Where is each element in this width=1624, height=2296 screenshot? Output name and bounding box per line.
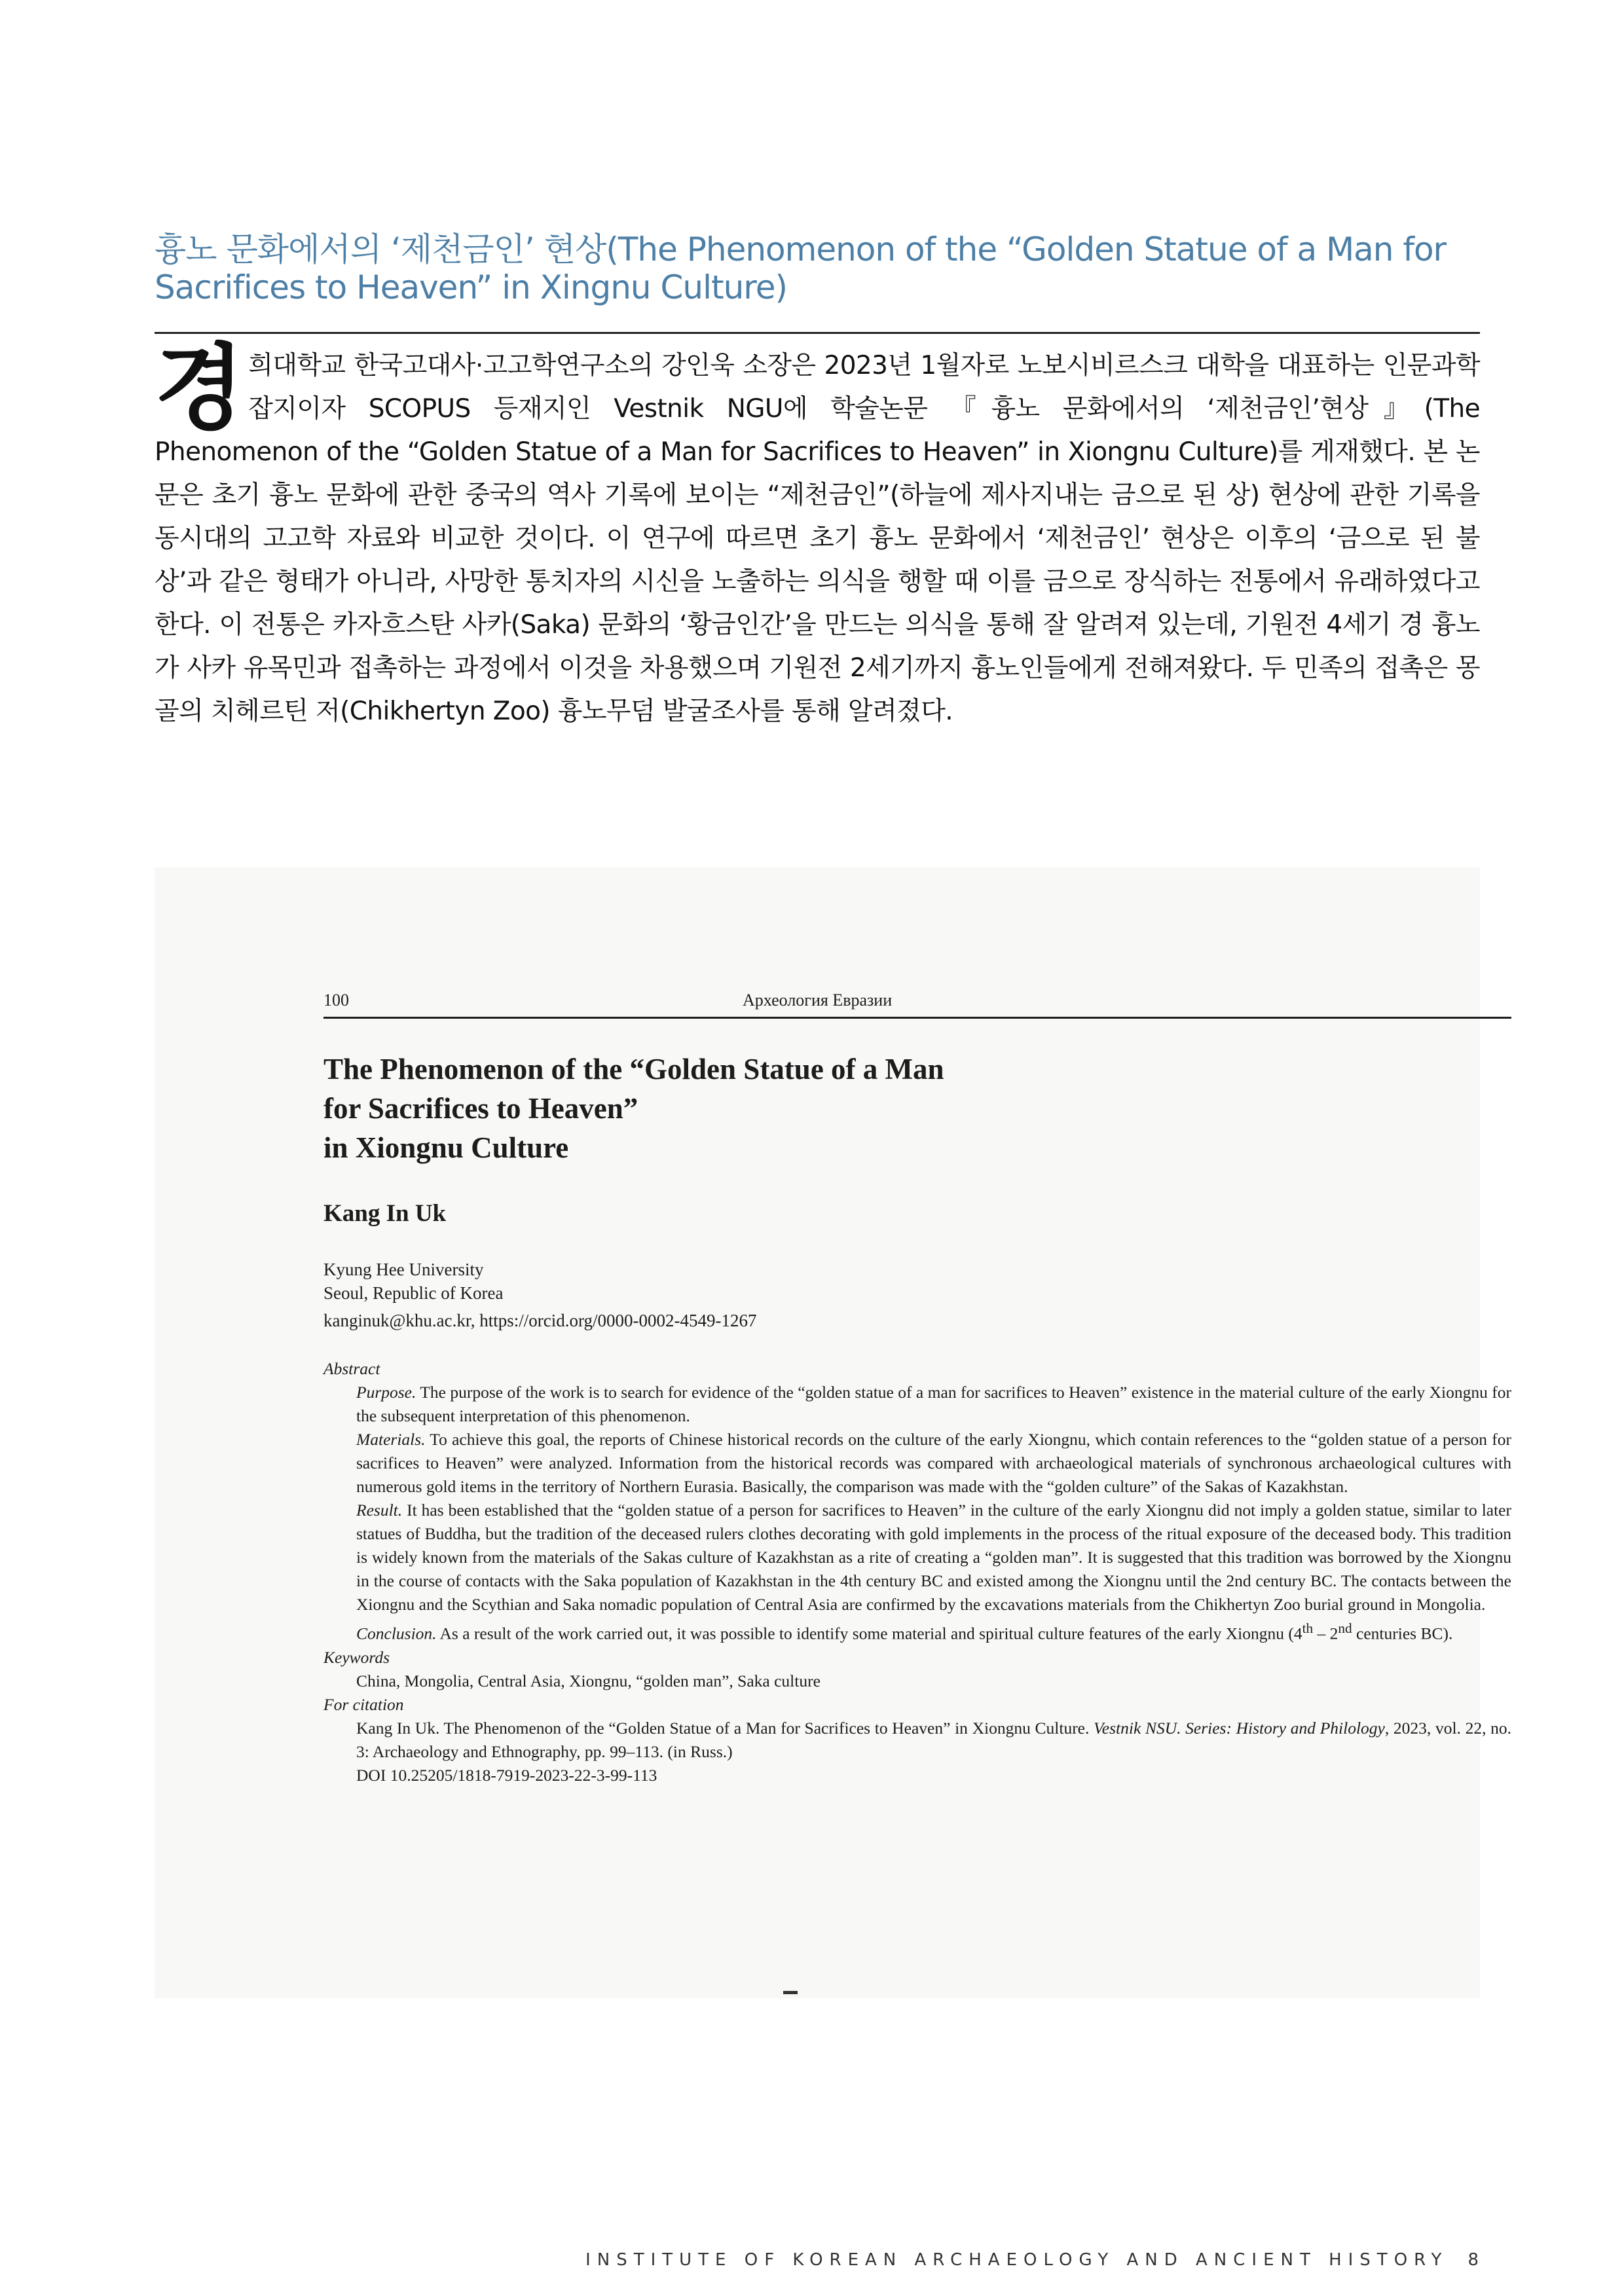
citation-part-b: , 2023, vol. 22, no. 3: Archaeology and Ethnography, pp. 99–113. (in Russ.) bbox=[356, 1718, 1511, 1761]
scan-abstract bbox=[323, 1357, 1511, 1787]
scan-title-line: The Phenomenon of the “Golden Statue of a Man bbox=[323, 1053, 944, 1085]
title-divider bbox=[155, 332, 1480, 334]
scan-journal-name: Археология Евразии bbox=[743, 991, 893, 1010]
abstract-materials bbox=[356, 1428, 1511, 1499]
abstract-purpose bbox=[356, 1381, 1511, 1428]
conclusion-label: Conclusion. bbox=[356, 1624, 437, 1643]
paper-scan-image bbox=[155, 867, 1511, 1998]
article-title: 흉노 문화에서의 ‘제천금인’ 현상(The Phenomenon of the “Golden Statue of a Man for Sacrifices to Heaven” in Xingnu Culture) bbox=[155, 230, 1447, 306]
drop-cap: 경 bbox=[155, 335, 241, 443]
scan-title-line: for Sacrifices to Heaven” bbox=[323, 1092, 638, 1125]
conclusion-text-c: centuries BC). bbox=[1352, 1624, 1453, 1643]
result-label: Result. bbox=[356, 1501, 403, 1520]
scan-university: Kyung Hee University bbox=[323, 1260, 484, 1279]
abstract-label: Abstract bbox=[323, 1359, 380, 1378]
purpose-text: The purpose of the work is to search for evidence of the “golden statue of a man for sacrifices to Heaven” existence in the material culture of the early Xiongnu for the subsequent interpretation of this phenomenon. bbox=[356, 1383, 1511, 1425]
citation-part-a: Kang In Uk. The Phenomenon of the “Golden Statue of a Man for Sacrifices to Heaven” in Xiongnu Culture. bbox=[356, 1718, 1094, 1738]
citation-label: For citation bbox=[323, 1694, 404, 1714]
article-body bbox=[155, 335, 1480, 733]
footer-institute: INSTITUTE OF KOREAN ARCHAEOLOGY AND ANCIENT HISTORY bbox=[585, 2250, 1449, 2270]
scan-paper-title bbox=[323, 1049, 1175, 1167]
materials-label: Materials. bbox=[356, 1430, 426, 1449]
conclusion-sup-a: th bbox=[1302, 1620, 1314, 1636]
citation-doi: DOI 10.25205/1818-7919-2023-22-3-99-113 bbox=[356, 1765, 657, 1785]
scan-title-line: in Xiongnu Culture bbox=[323, 1131, 569, 1164]
citation-journal: Vestnik NSU. Series: History and Philology bbox=[1094, 1718, 1385, 1738]
footer-page-number: 8 bbox=[1467, 2250, 1479, 2270]
page-footer bbox=[585, 2250, 1479, 2270]
scan-contact: kanginuk@khu.ac.kr, https://orcid.org/0000-0002-4549-1267 bbox=[323, 1311, 757, 1330]
scan-affiliation bbox=[323, 1258, 756, 1332]
purpose-label: Purpose. bbox=[356, 1383, 416, 1402]
keywords-text: China, Mongolia, Central Asia, Xiongnu, “golden man”, Saka culture bbox=[356, 1671, 821, 1690]
conclusion-sup-b: nd bbox=[1338, 1620, 1352, 1636]
abstract-result bbox=[356, 1499, 1511, 1616]
article-body-text: 희대학교 한국고대사·고고학연구소의 강인욱 소장은 2023년 1월자로 노보시비르스크 대학을 대표하는 인문과학잡지이자 SCOPUS 등재지인 Vestnik NGU에 학술논문 『흉노 문화에서의 ‘제천금인’현상』(The Phenomenon of the “Golden Statue of a Man for Sacrifices to Heaven” in Xiongnu Culture)를 게재했다. 본 논문은 초기 흉노 문화에 관한 중국의 역사 기록에 보이는 “제천금인”(하늘에 제사지내는 금으로 된 상) 현상에 관한 기록을 동시대의 고고학 자료와 비교한 것이다. 이 연구에 따르면 초기 흉노 문화에서 ‘제천금인’ 현상은 이후의 ‘금으로 된 불상’과 같은 형태가 아니라, 사망한 통치자의 시신을 노출하는 의식을 행할 때 이를 금으로 장식하는 전통에서 유래하였다고 한다. 이 전통은 카자흐스탄 사카(Saka) 문화의 ‘황금인간’을 만드는 의식을 통해 잘 알려져 있는데, 기원전 4세기 경 흉노가 사카 유목민과 접촉하는 과정에서 이것을 차용했으며 기원전 2세기까지 흉노인들에게 전해져왔다. 두 민족의 접촉은 몽골의 치헤르틴 저(Chikhertyn Zoo) 흉노무덤 발굴조사를 통해 알려졌다. bbox=[155, 351, 1480, 726]
scan-location: Seoul, Republic of Korea bbox=[323, 1283, 504, 1303]
scan-page-header bbox=[323, 991, 1511, 1019]
conclusion-text-b: – 2 bbox=[1313, 1624, 1338, 1643]
abstract-conclusion bbox=[356, 1616, 1511, 1646]
materials-text: To achieve this goal, the reports of Chinese historical records on the culture of the early Xiongnu, which contain references to the “golden statue of a person for sacrifices to Heaven” were analyzed. Information from the historical records was compared with archaeological materials of synchronous archaeological cultures with numerous gold items in the territory of Northern Eurasia. Basically, the comparison was made with the “golden culture” of the Sakas of Kazakhstan. bbox=[356, 1430, 1511, 1496]
conclusion-text-a: As a result of the work carried out, it was possible to identify some material and spiritual culture features of the early Xiongnu (4 bbox=[436, 1624, 1302, 1643]
keywords-label: Keywords bbox=[323, 1647, 390, 1667]
citation-text bbox=[356, 1717, 1511, 1787]
scan-author: Kang In Uk bbox=[323, 1200, 447, 1227]
result-text: It has been established that the “golden statue of a person for sacrifices to Heaven” in the culture of the early Xiongnu did not imply a golden statue, similar to later statues of Buddha, but the tradition of the deceased rulers clothes decorating with gold implements in the process of the ritual exposure of the deceased body. This tradition is widely known from the materials of the Sakas culture of Kazakhstan as a rite of creating a “golden man”. It is suggested that this tradition was borrowed by the Xiongnu in the course of contacts with the Saka population of Kazakhstan in the 4th century BC and existed among the Xiongnu until the 2nd century BC. The contacts between the Xiongnu and the Scythian and Saka nomadic population of Central Asia are confirmed by the excavations materials from the Chikhertyn Zoo burial ground in Mongolia. bbox=[356, 1501, 1511, 1614]
scan-cut-off-glyph bbox=[783, 1991, 798, 1994]
scan-page-number: 100 bbox=[323, 991, 349, 1010]
